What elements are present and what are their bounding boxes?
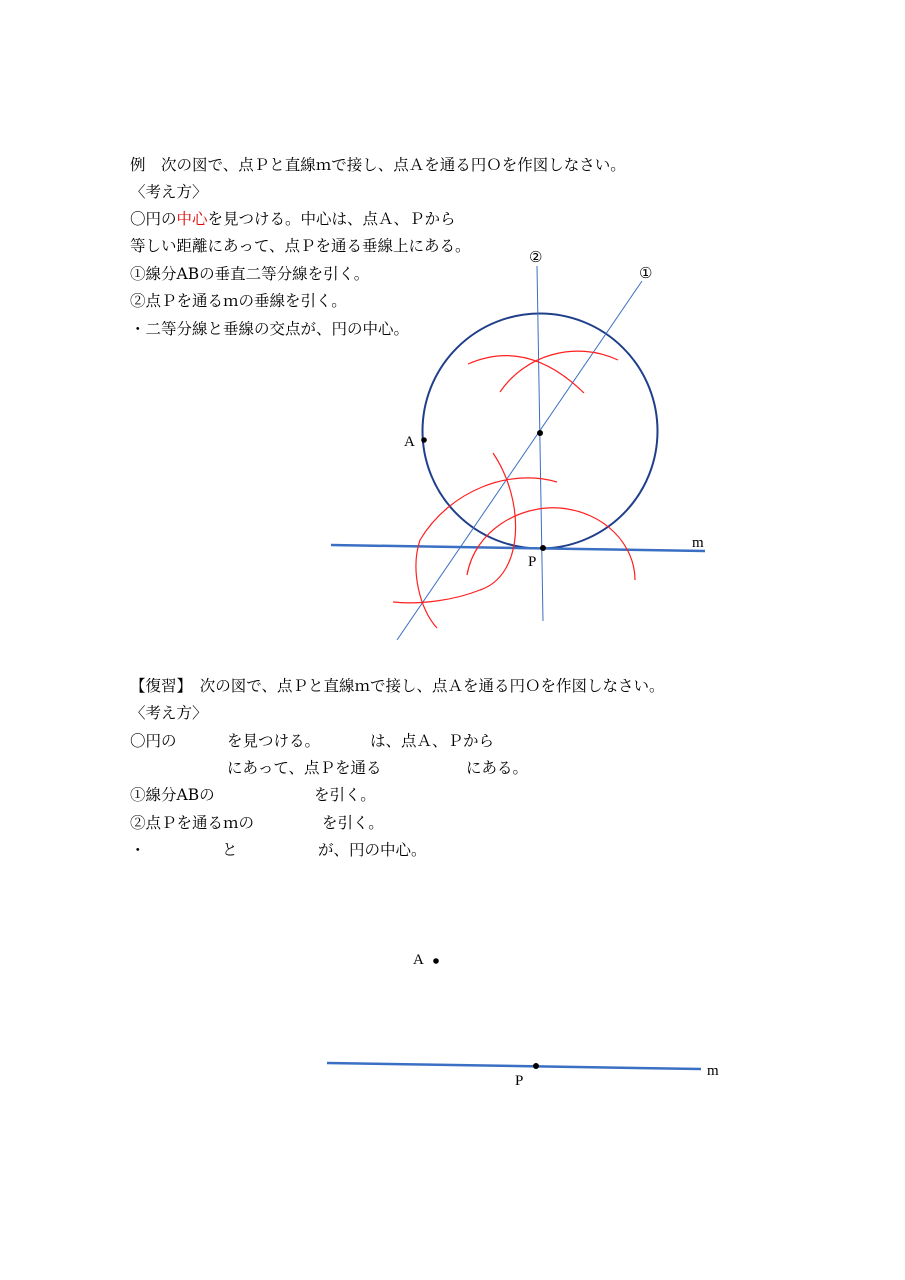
point-a [421,437,427,443]
bisector-line-1 [397,281,642,640]
review-figure [327,952,719,1089]
point-p [533,1063,539,1069]
example-title: 例 次の図で、点Ｐと直線ｍで接し、点Ａを通る円Ｏを作図しなさい。 [130,156,626,174]
label-a: A [404,434,415,450]
review-line1-c: は、点Ａ、Ｐから [370,732,495,750]
line1-pre: 〇円の [130,210,177,228]
example-step3: ・二等分線と垂線の交点が、円の中心。 [130,320,410,338]
center-keyword: 中心 [176,210,208,228]
center-point [537,430,543,436]
label-m: m [707,1063,719,1079]
review-step3-c: が、円の中心。 [318,841,427,859]
arc [393,453,516,603]
perpendicular-line-2 [537,266,543,621]
arc [500,351,618,392]
review-step1-a: ①線分ABの [130,786,215,804]
review-line1-b: を見つける。 [227,732,321,750]
arc [467,508,635,580]
line1-post: を見つける。中心は、点Ａ、Ｐから [207,210,456,228]
review-step1-b: を引く。 [314,786,376,804]
review-step3-b: と [222,841,238,859]
review-line2-b: にある。 [466,759,529,777]
point-p [540,545,546,551]
example-figure [331,250,705,640]
label-p: P [515,1073,524,1089]
review-step3-a: ・ [130,841,146,859]
example-heading: 〈考え方〉 [130,183,208,201]
label-2: ② [529,250,543,266]
label-a: A [413,952,424,968]
arc [468,356,584,393]
review-step2-a: ②点Ｐを通るｍの [130,814,255,832]
line-m [327,1063,701,1069]
point-a [433,958,439,964]
review-heading: 〈考え方〉 [130,704,208,722]
review-line1-a: 〇円の [130,732,177,750]
label-m: m [692,535,704,551]
review-title: 【復習】 次の図で、点Ｐと直線ｍで接し、点Ａを通る円Ｏを作図しなさい。 [130,677,665,695]
review-step2-b: を引く。 [322,814,384,832]
example-step1: ①線分ABの垂直二等分線を引く。 [130,265,370,283]
example-line2: 等しい距離にあって、点Ｐを通る垂線上にある。 [130,237,471,255]
label-p: P [528,554,537,570]
label-1: ① [639,266,653,282]
review-line2-a: にあって、点Ｐを通る [227,759,382,777]
example-step2: ②点Ｐを通るｍの垂線を引く。 [130,292,347,310]
arc [416,478,557,628]
